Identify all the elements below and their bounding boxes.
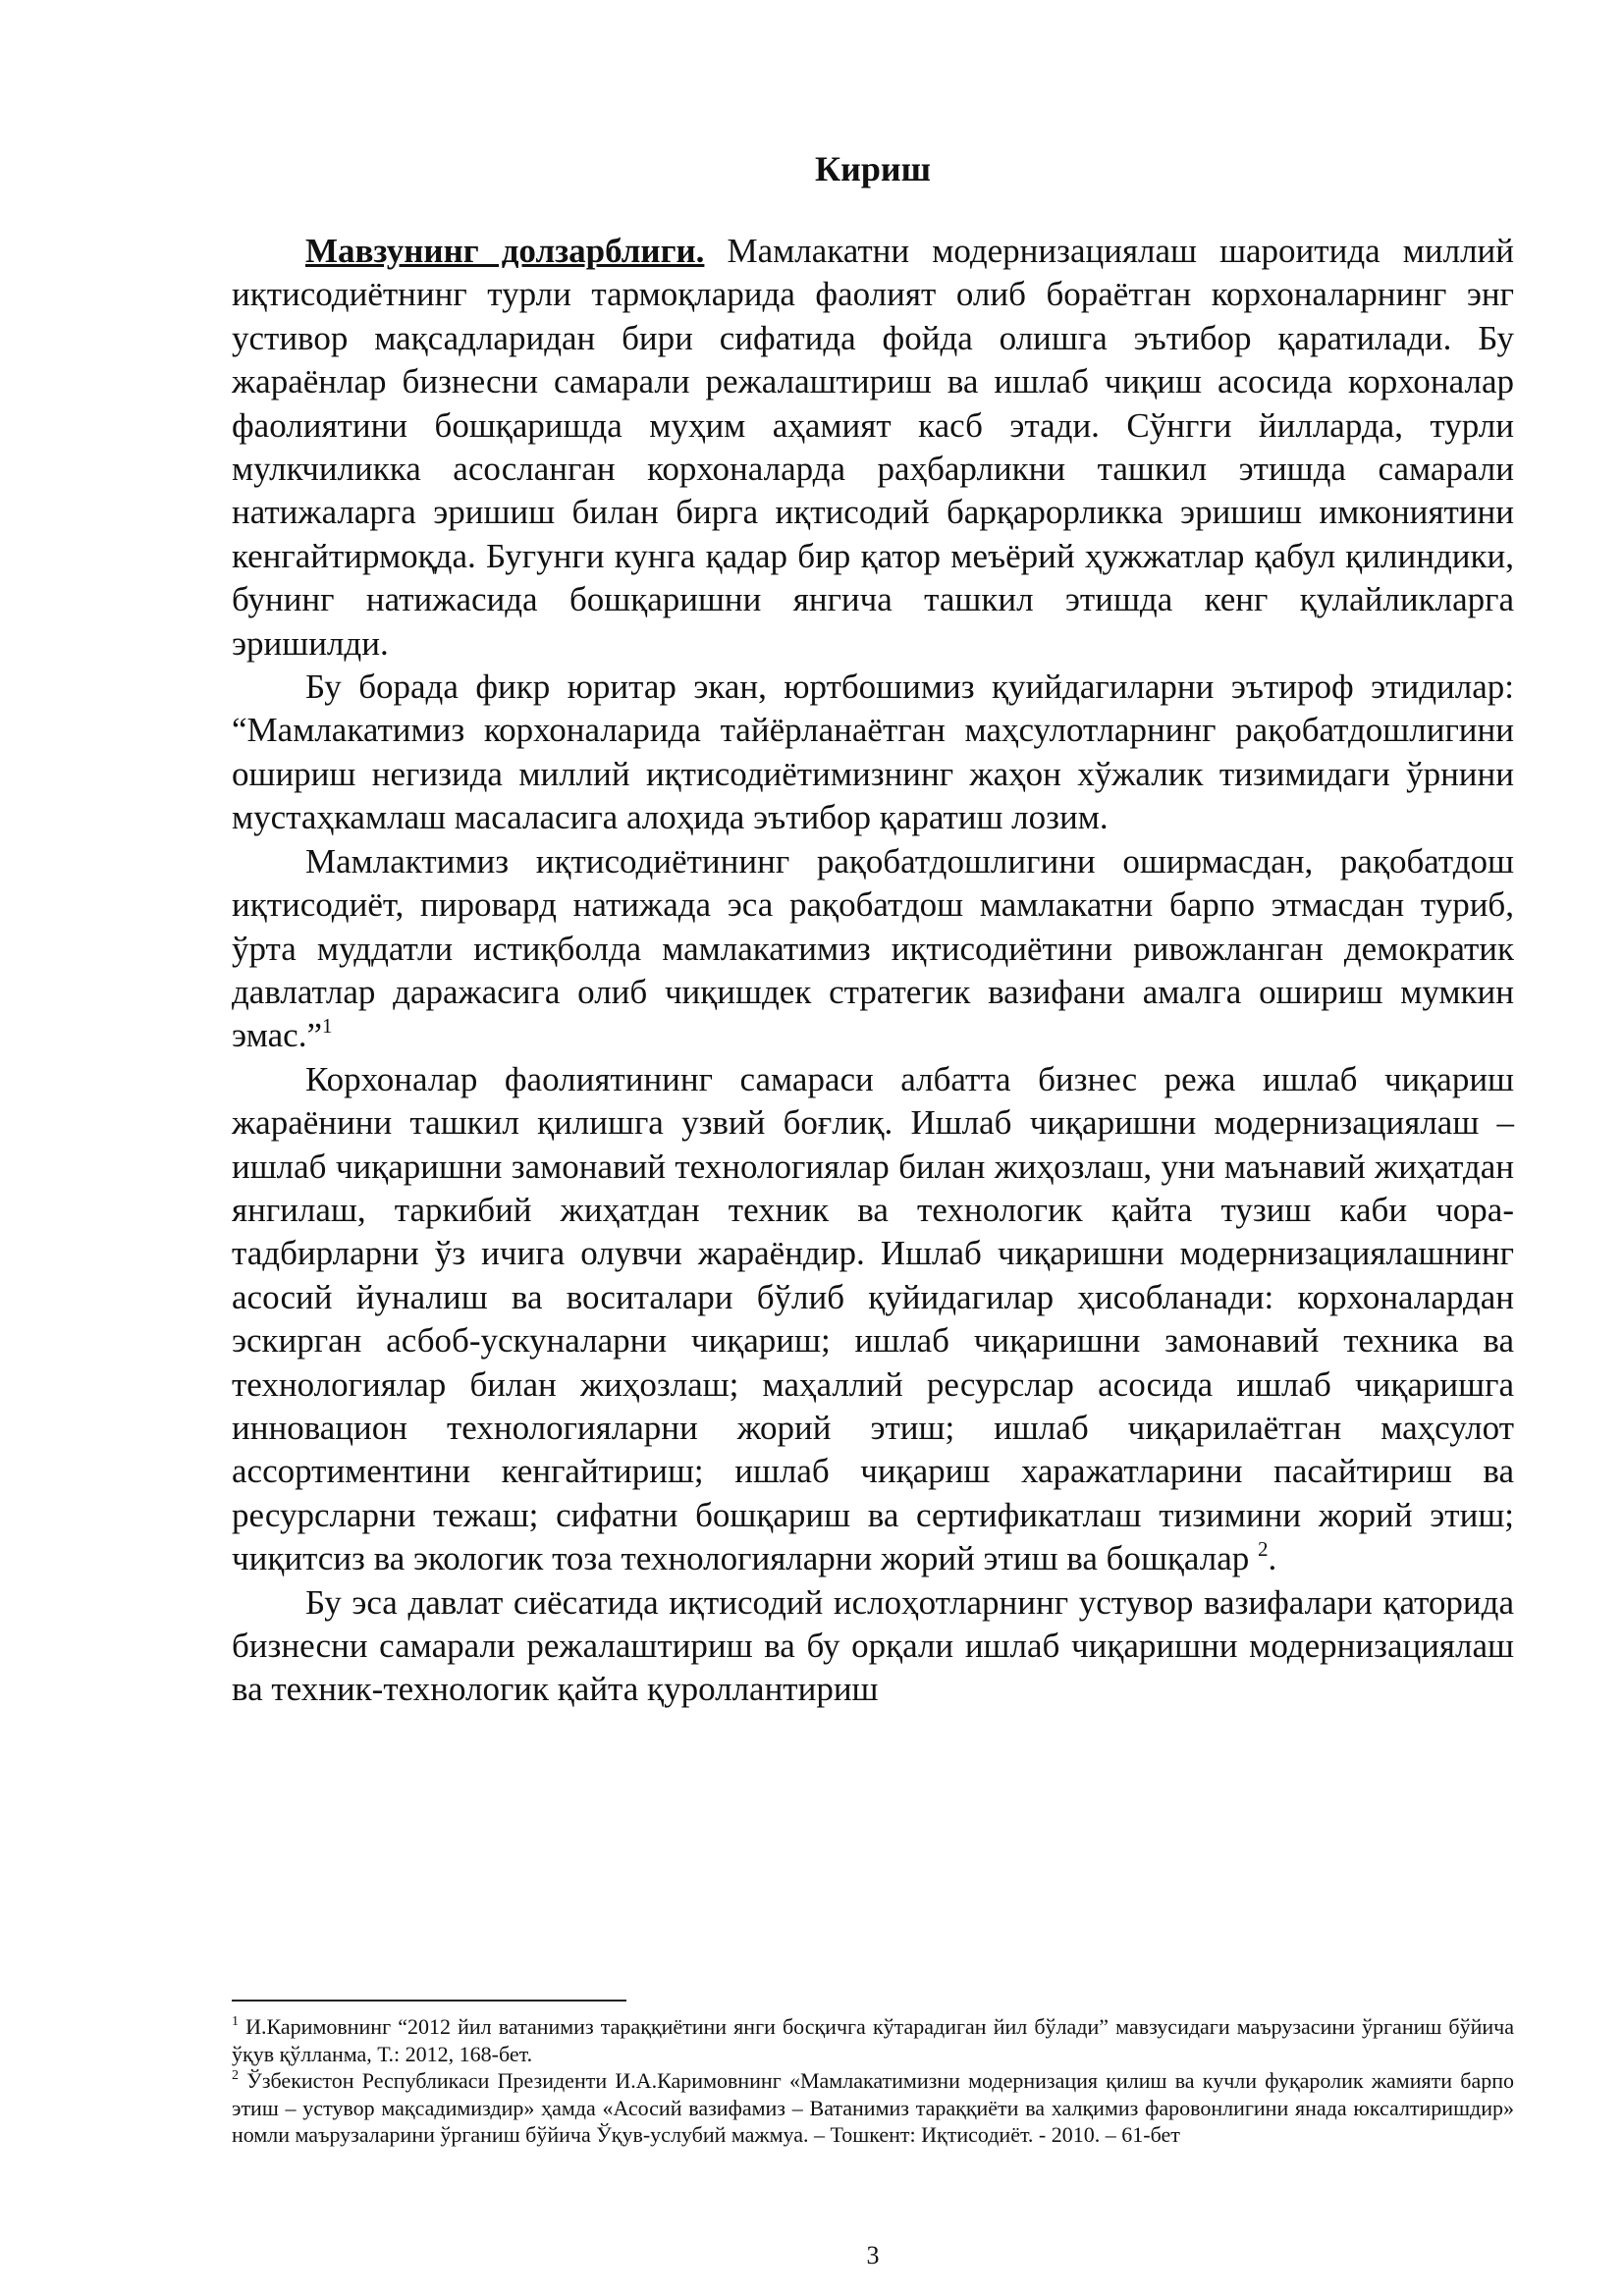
paragraph-3 (232, 840, 1514, 1058)
footnote-text: Ўзбекистон Республикаси Президенти И.А.Каримовнинг «Мамлакатимизни модернизация қилиш ва кучли фуқаролик жамияти барпо этиш – устувор мақсадимиздир» ҳамда «Асосий вазифамиз – Ватанимиз тараққиёти ва халқимиз фаровонлигини янада юксалтиришдир» номли маърузаларини ўрганиш бўйича Ўқув-услубий мажмуа. – Тошкент: Иқтисодиёт. - 2010. – 61-бет (232, 2068, 1514, 2147)
footnote-mark: 2 (232, 2068, 239, 2083)
paragraph-lead: Мавзунинг долзарблиги. (305, 232, 705, 270)
footnote-text: И.Каримовнинг “2012 йил ватанимиз тараққиётини янги босқичга кўтарадиган йил бўлади” мавзусидаги маърузасини ўрганиш бўйича ўқув қўлланма, Т.: 2012, 168-бет. (232, 2014, 1514, 2066)
page-number: 3 (866, 2241, 880, 2269)
footnote-reference-1[interactable]: 1 (321, 1014, 333, 1039)
footnote-mark: 1 (232, 2014, 239, 2029)
paragraph-1 (232, 230, 1514, 666)
footnote-2 (232, 2067, 1514, 2149)
paragraph-text: Мамлактимиз иқтисодиётининг рақобатдошлигини оширмасдан, рақобатдош иқтисодиёт, пировард натижада эса рақобатдош мамлакатни барпо этмасдан туриб, ўрта муддатли истиқболда мамлакатимиз иқтисодиётини ривожланган демократик давлатлар даражасига олиб чиқишдек стратегик вазифани амалга ошириш мумкин эмас.” (232, 841, 1514, 1055)
paragraph-5 (232, 1581, 1514, 1712)
paragraph-2 (232, 666, 1514, 840)
page-title: Кириш (814, 149, 931, 188)
paragraph-text: Корхоналар фаолиятининг самараси албатта бизнес режа ишлаб чиқариш жараёнини ташкил қилишга узвий боғлиқ. Ишлаб чиқаришни модернизациялаш – ишлаб чиқаришни замонавий технологиялар билан жиҳозлаш, уни маънавий жиҳатдан янгилаш, таркибий жиҳатдан техник ва технологик қайта тузиш каби чора-тадбирларни ўз ичига олувчи жараёндир. Ишлаб чиқаришни модернизациялашнинг асосий йуналиш ва воситалари бўлиб қуйидагилар ҳисобланади: корхоналардан эскирган асбоб-ускуналарни чиқариш; ишлаб чиқаришни замонавий техника ва технологиялар билан жиҳозлаш; маҳаллий ресурслар асосида ишлаб чиқаришга инновацион технологияларни жорий этиш; ишлаб чиқарилаётган маҳсулот ассортиментини кенгайтириш; ишлаб чиқариш харажатларини пасайтириш ва ресурсларни тежаш; сифатни бошқариш ва сертификатлаш тизимини жорий этиш; чиқитсиз ва экологик тоза технологияларни жорий этиш ва бошқалар (232, 1059, 1514, 1578)
footnotes (232, 2000, 1514, 2149)
body-text (232, 230, 1514, 1712)
footnote-reference-2[interactable]: 2 (1258, 1537, 1269, 1562)
paragraph-text: Бу эса давлат сиёсатида иқтисодий ислоҳотларнинг устувор вазифалари қаторида бизнесни самарали режалаштириш ва бу орқали ишлаб чиқаришни модернизациялаш ва техник-технологик қайта қуроллантириш (232, 1582, 1514, 1709)
footnote-separator (232, 2000, 626, 2002)
document-page (232, 147, 1514, 2269)
footnote-1 (232, 2013, 1514, 2067)
paragraph-text: Бу борада фикр юритар экан, юртбошимиз қуийдагиларни эътироф этидилар: “Мамлакатимиз корхоналарида тайёрланаётган маҳсулотларнинг рақобатдошлигини ошириш негизида миллий иқтисодиётимизнинг жаҳон хўжалик тизимидаги ўрнини мустаҳкамлаш масаласига алоҳида эътибор қаратиш лозим. (232, 667, 1514, 837)
paragraph-text: Мамлакатни модернизациялаш шароитида миллий иқтисодиётнинг турли тармоқларида фаолият олиб бораётган корхоналарнинг энг устивор мақсадларидан бири сифатида фойда олишга эътибор қаратилади. Бу жараёнлар бизнесни самарали режалаштириш ва ишлаб чиқиш асосида корхоналар фаолиятини бошқаришда муҳим аҳамият касб этади. Сўнгги йилларда, турли мулкчиликка асосланган корхоналарда раҳбарликни ташкил этишда самарали натижаларга эришиш билан бирга иқтисодий барқарорликка эришиш имкониятини кенгайтирмоқда. Бугунги кунга қадар бир қатор меъёрий ҳужжатлар қабул қилиндики, бунинг натижасида бошқаришни янгича ташкил этишда кенг қулайликларга эришилди. (232, 232, 1514, 663)
paragraph-4: Корхоналар фаолиятининг самараси албатта бизнес режа ишлаб чиқариш жараёнини ташкил қилишга узвий боғлиқ. Ишлаб чиқаришни модернизациялаш – ишлаб чиқаришни замонавий технологиялар билан жиҳозлаш, уни маънавий жиҳатдан янгилаш, таркибий жиҳатдан техник ва технологик қайта тузиш каби чора-тадбирларни ўз ичига олувчи жараёндир. Ишлаб чиқаришни модернизациялашнинг асосий йуналиш ва воситалари бўлиб қуйидагилар ҳисобланади: корхоналардан эскирган асбоб-ускуналарни чиқариш; ишлаб чиқаришни замонавий техника ва технологиялар билан жиҳозлаш; маҳаллий ресурслар асосида ишлаб чиқаришга инновацион технологияларни жорий этиш; ишлаб чиқарилаётган маҳсулот ассортиментини кенгайтириш; ишлаб чиқариш харажатларини пасайтириш ва ресурсларни тежаш; сифатни бошқариш ва сертификатлаш тизимини жорий этиш; чиқитсиз ва экологик тоза технологияларни жорий этиш ва бошқалар $^2$. (232, 1059, 1514, 1578)
